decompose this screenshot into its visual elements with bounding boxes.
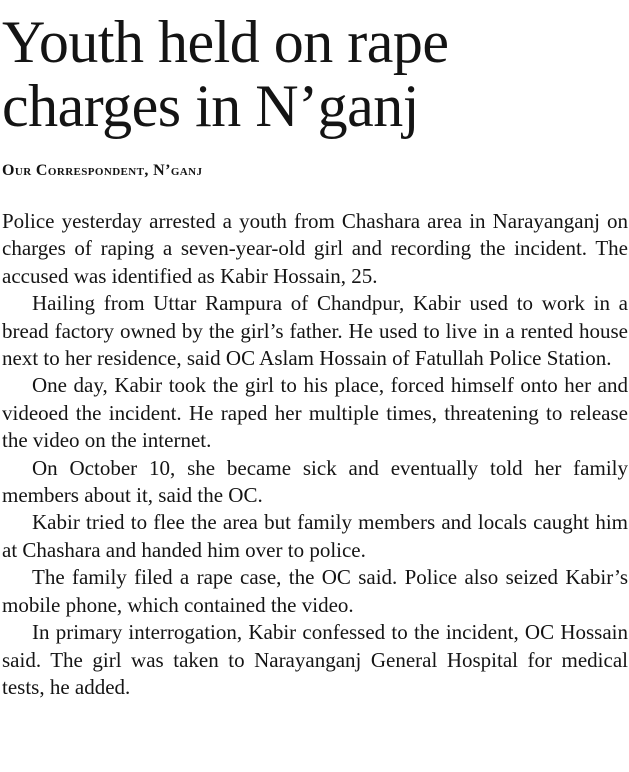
paragraph-4: On October 10, she became sick and eventually told her family members about it, said the OC. bbox=[2, 455, 628, 508]
paragraph-2: Hailing from Uttar Rampura of Chandpur, Kabir used to work in a bread factory owned by the girl’s father. He used to live in a rented house next to her residence, said OC Aslam Hossain of Fatullah Police Station. bbox=[2, 291, 628, 371]
paragraph-6: The family filed a rape case, the OC said. Police also seized Kabir’s mobile phone, which contained the video. bbox=[2, 565, 628, 617]
byline: Our Correspondent, N’ganj bbox=[2, 162, 203, 179]
headline bbox=[2, 10, 627, 138]
headline-line-1: Youth held on rape bbox=[2, 9, 449, 75]
paragraph-7: In primary interrogation, Kabir confessed to the incident, OC Hossain said. The girl was taken to Narayanganj General Hospital for medical tests, he added. bbox=[2, 620, 628, 699]
headline-line-2: charges in N’ganj bbox=[2, 73, 419, 139]
paragraph-1: Police yesterday arrested a youth from Chashara area in Narayanganj on charges of raping a seven-year-old girl and recording the incident. The accused was identified as Kabir Hossain, 25. bbox=[2, 209, 628, 288]
paragraph-5: Kabir tried to flee the area but family members and locals caught him at Chashara and handed him over to police. bbox=[2, 510, 628, 562]
paragraph-3: One day, Kabir took the girl to his place, forced himself onto her and videoed the incident. He raped her multiple times, threatening to release the video on the internet. bbox=[2, 373, 628, 453]
article-body bbox=[2, 208, 628, 701]
